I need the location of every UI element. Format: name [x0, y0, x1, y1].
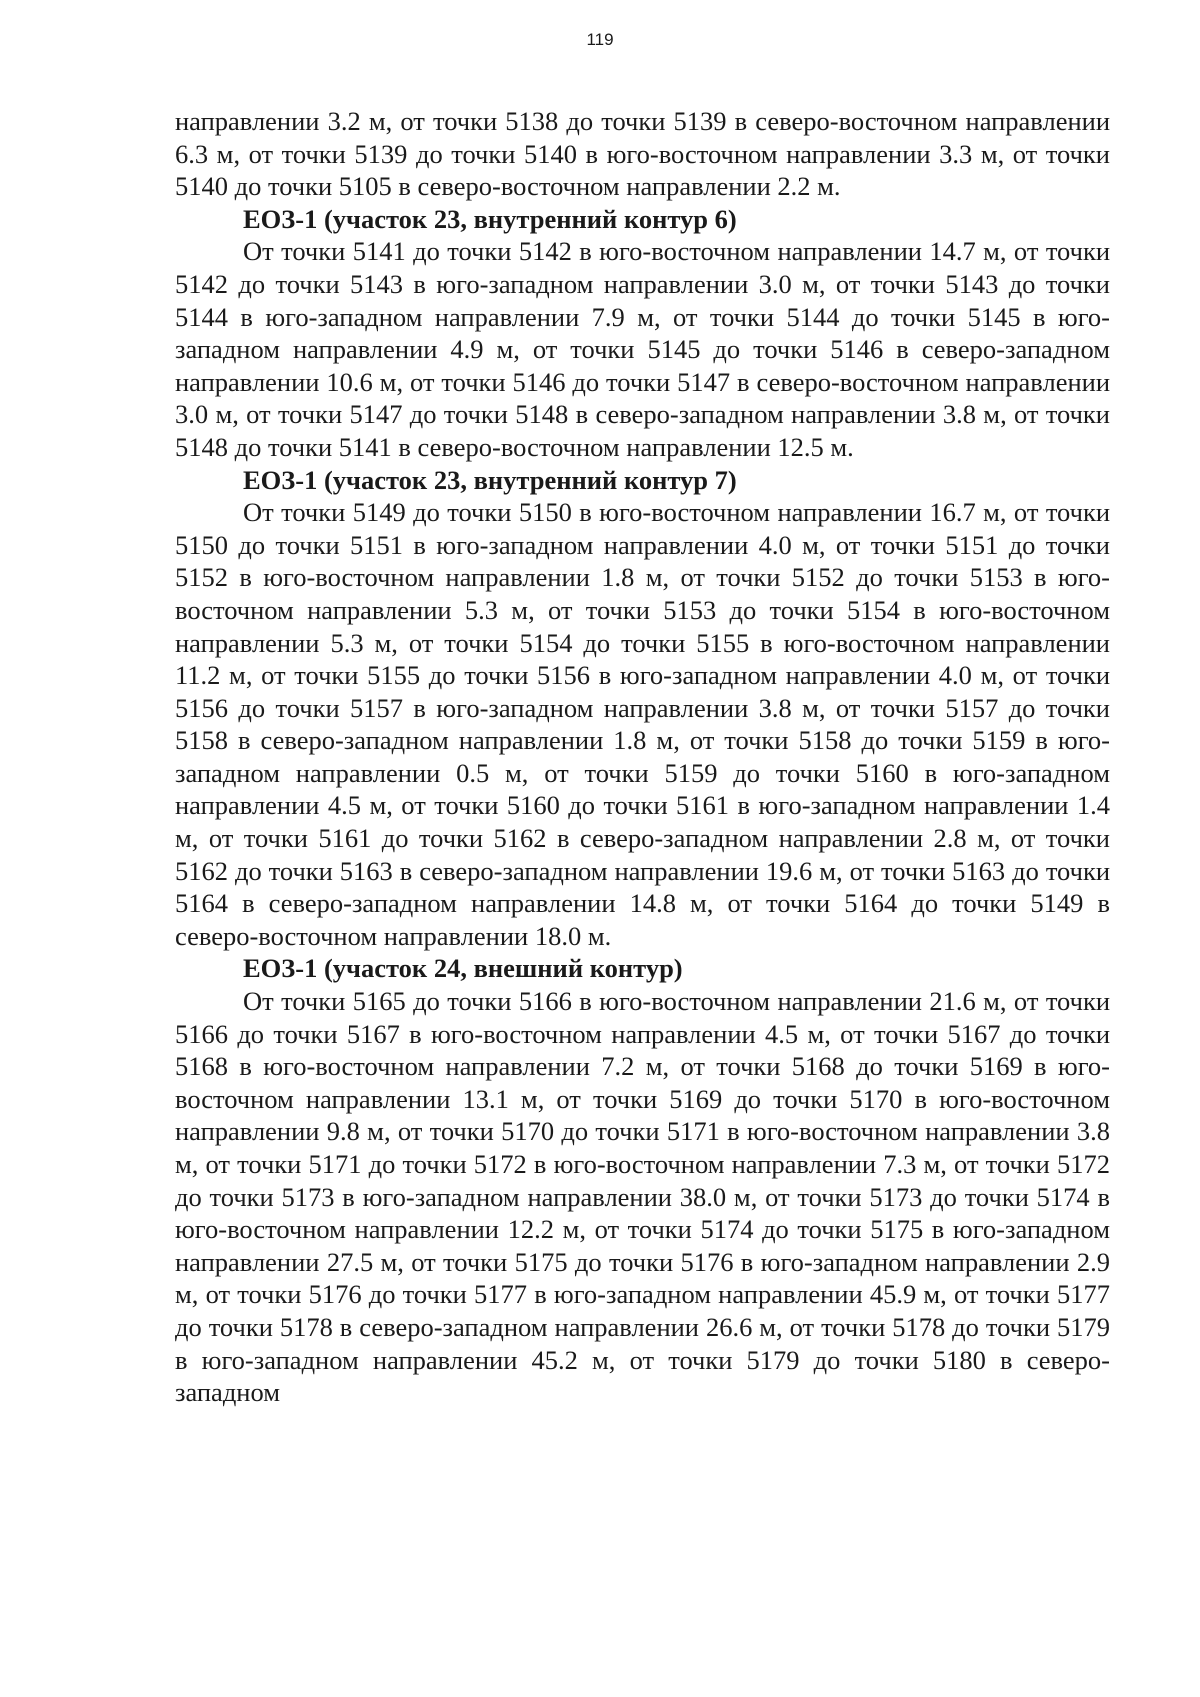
section-heading-contour-7: ЕОЗ-1 (участок 23, внутренний контур 7): [243, 464, 737, 495]
paragraph-continuation: направлении 3.2 м, от точки 5138 до точки 5139 в северо-восточном направлении 6.3 м, от точки 5139 до точки 5140 в юго-восточном направлении 3.3 м, от точки 5140 до точки 5105 в северо-восточном направлении 2.2 м.: [175, 106, 1110, 202]
section-heading-contour-6: ЕОЗ-1 (участок 23, внутренний контур 6): [243, 203, 737, 234]
paragraph-outer-contour: От точки 5165 до точки 5166 в юго-восточном направлении 21.6 м, от точки 5166 до точки 5167 в юго-восточном направлении 4.5 м, от точки 5167 до точки 5168 в юго-восточном направлении 7.2 м, от точки 5168 до точки 5169 в юго-восточном направлении 13.1 м, от точки 5169 до точки 5170 в юго-восточном направлении 9.8 м, от точки 5170 до точки 5171 в юго-восточном направлении 3.8 м, от точки 5171 до точки 5172 в юго-восточном направлении 7.3 м, от точки 5172 до точки 5173 в юго-западном направлении 38.0 м, от точки 5173 до точки 5174 в юго-восточном направлении 12.2 м, от точки 5174 до точки 5175 в юго-западном направлении 27.5 м, от точки 5175 до точки 5176 в юго-западном направлении 2.9 м, от точки 5176 до точки 5177 в юго-западном направлении 45.9 м, от точки 5177 до точки 5178 в северо-западном направлении 26.6 м, от точки 5178 до точки 5179 в юго-западном направлении 45.2 м, от точки 5179 до точки 5180 в северо-западном: [175, 986, 1110, 1408]
page-number: 119: [586, 30, 614, 49]
paragraph-contour-6: От точки 5141 до точки 5142 в юго-восточном направлении 14.7 м, от точки 5142 до точки 5143 в юго-западном направлении 3.0 м, от точки 5143 до точки 5144 в юго-западном направлении 7.9 м, от точки 5144 до точки 5145 в юго-западном направлении 4.9 м, от точки 5145 до точки 5146 в северо-западном направлении 10.6 м, от точки 5146 до точки 5147 в северо-восточном направлении 3.0 м, от точки 5147 до точки 5148 в северо-западном направлении 3.8 м, от точки 5148 до точки 5141 в северо-восточном направлении 12.5 м.: [175, 236, 1110, 462]
section-heading-outer-contour: ЕОЗ-1 (участок 24, внешний контур): [243, 953, 683, 984]
paragraph-contour-7: От точки 5149 до точки 5150 в юго-восточном направлении 16.7 м, от точки 5150 до точки 5151 в юго-западном направлении 4.0 м, от точки 5151 до точки 5152 в юго-восточном направлении 1.8 м, от точки 5152 до точки 5153 в юго-восточном направлении 5.3 м, от точки 5153 до точки 5154 в юго-восточном направлении 5.3 м, от точки 5154 до точки 5155 в юго-восточном направлении 11.2 м, от точки 5155 до точки 5156 в юго-западном направлении 4.0 м, от точки 5156 до точки 5157 в юго-западном направлении 3.8 м, от точки 5157 до точки 5158 в северо-западном направлении 1.8 м, от точки 5158 до точки 5159 в юго-западном направлении 0.5 м, от точки 5159 до точки 5160 в юго-западном направлении 4.5 м, от точки 5160 до точки 5161 в юго-западном направлении 1.4 м, от точки 5161 до точки 5162 в северо-западном направлении 2.8 м, от точки 5162 до точки 5163 в северо-западном направлении 19.6 м, от точки 5163 до точки 5164 в северо-западном направлении 14.8 м, от точки 5164 до точки 5149 в северо-восточном направлении 18.0 м.: [175, 497, 1110, 951]
document-body: [175, 105, 1110, 1409]
